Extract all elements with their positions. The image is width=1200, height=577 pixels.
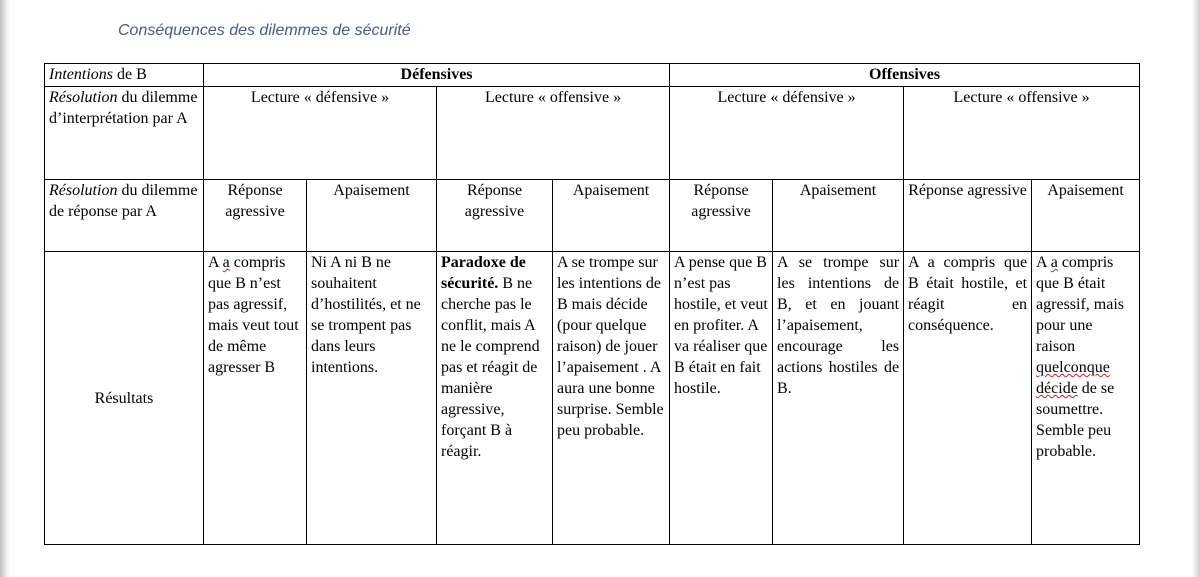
lecture-defensive-1: Lecture « défensive » [204, 87, 437, 180]
header-defensive: Défensives [204, 64, 670, 87]
result-5: A pense que B n’est pas hostile, et veut en profiter. A va réaliser que B était en fait hostile. [670, 252, 773, 545]
label-intentions: Intentions de B [45, 64, 204, 87]
label-resolution-interpretation: Résolution du dilemme d’interprétation par A [45, 87, 204, 180]
page-right-shadow [1192, 0, 1200, 577]
response-6: Apaisement [773, 180, 904, 252]
result-6: A se trompe sur les intentions de B, et en jouant l’apaisement, encourage les actions hostiles de B. [773, 252, 904, 545]
row-results [45, 252, 1140, 545]
response-4: Apaisement [553, 180, 670, 252]
document-title: Conséquences des dilemmes de sécurité [118, 22, 411, 39]
label-resolution-response: Résolution du dilemme de réponse par A [45, 180, 204, 252]
response-1: Réponse agressive [204, 180, 307, 252]
response-3: Réponse agressive [437, 180, 553, 252]
result-1: A a compris que B n’est pas agressif, mais veut tout de même agresser B [204, 252, 307, 545]
response-2: Apaisement [307, 180, 437, 252]
response-5: Réponse agressive [670, 180, 773, 252]
row-resolution-response [45, 180, 1140, 252]
header-offensive: Offensives [670, 64, 1140, 87]
security-dilemma-table [44, 63, 1140, 545]
lecture-defensive-2: Lecture « défensive » [670, 87, 904, 180]
lecture-offensive-2: Lecture « offensive » [904, 87, 1140, 180]
response-8: Apaisement [1032, 180, 1140, 252]
label-results: Résultats [45, 252, 204, 545]
result-7: A a compris que B était hostile, et réagit en conséquence. [904, 252, 1032, 545]
result-4: A se trompe sur les intentions de B mais décide (pour quelque raison) de jouer l’apaisement . A aura une bonne surprise. Semble peu probable. [553, 252, 670, 545]
lecture-offensive-1: Lecture « offensive » [437, 87, 670, 180]
result-3: Paradoxe de sécurité. B ne cherche pas le conflit, mais A ne le comprend pas et réagit de manière agressive, forçant B à réagir. [437, 252, 553, 545]
result-8: A a compris que B était agressif, mais pour une raison quelconque décide de se soumettre. Semble peu probable. [1032, 252, 1140, 545]
row-resolution-interpretation [45, 87, 1140, 180]
result-2: Ni A ni B ne souhaitent d’hostilités, et ne se trompent pas dans leurs intentions. [307, 252, 437, 545]
response-7: Réponse agressive [904, 180, 1032, 252]
row-intentions [45, 64, 1140, 87]
page-left-shadow [0, 0, 10, 577]
